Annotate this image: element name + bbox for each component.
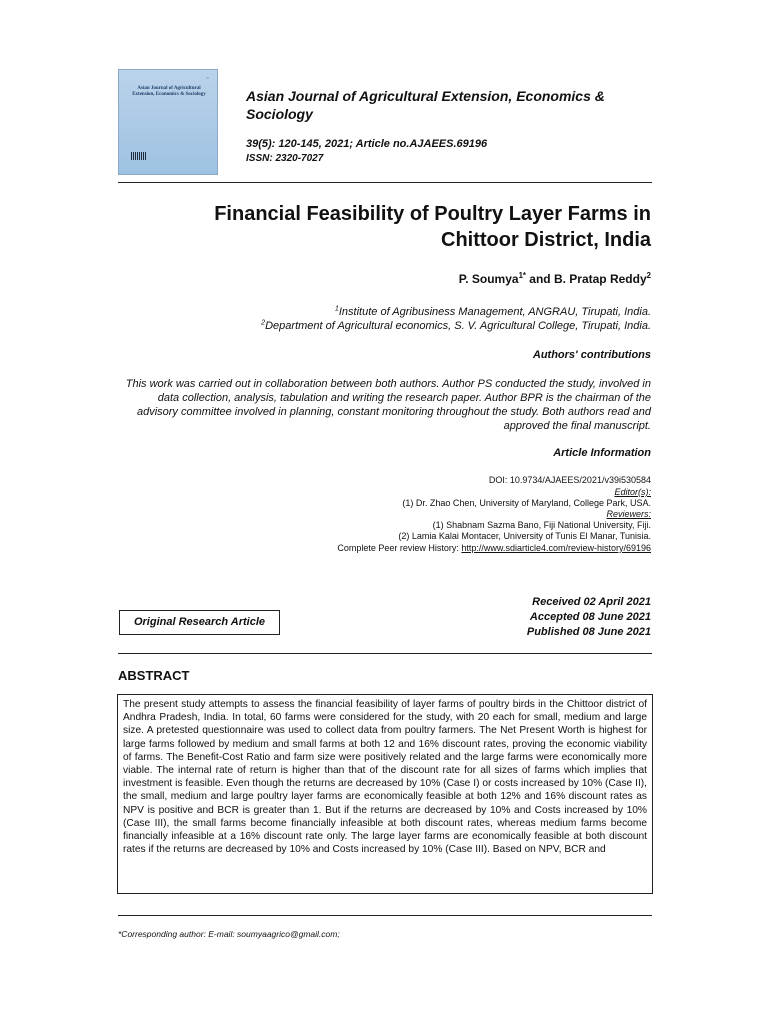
cover-barcode: [131, 152, 147, 160]
journal-volume: 39(5): 120-145, 2021; Article no.AJAEES.69196: [246, 138, 488, 150]
contributions-text: This work was carried out in collaboration between both authors. Author PS conducted the study, involved in data collection, analysis, tabulation and writing the research paper. Author BPR is the chairman of the advisory committee involved in planning, constant monitoring throughout the study. Both authors read and approved the final manuscript.: [125, 378, 651, 432]
article-info-heading: Article Information: [553, 447, 651, 459]
author-2-affiliation: 2: [646, 271, 651, 280]
author-1: P. Soumya: [458, 272, 519, 286]
cover-footer-mark: [149, 154, 199, 159]
reviewer-1: (1) Shabnam Sazma Bano, Fiji National University, Fiji.: [432, 520, 651, 530]
abstract-text: The present study attempts to assess the financial feasibility of layer farms of poultry birds in the Chittoor district of Andhra Pradesh, India. In total, 60 farms were considered for the study, with 20 each for small, medium and large size. A pretested questionnaire was used to collect data from poultry farmers. The Net Present Worth is highest for large farms followed by medium and small farms at both 12 and 16% discount rates, proving the economic viability of farms. The Benefit-Cost Ratio and farm size were positively related and the large farms were economically more viable. The internal rate of return is higher than that of the discount rate for all sizes of farms which implies that investment is feasible. Even though the returns are decreased by 10% (Case I) or costs increased by 10% (Case II), the small, medium and large poultry layer farms are economically feasible at both 12% and 16% discount rates as NPV is positive and BCR is greater than 1. But if the returns are decreased by 10% and Costs increased by 10% (Case III), the small farms become financially infeasible at both discount rates, whereas medium farms become financially infeasible at a 16% discount rate only. The large layer farms are economically feasible at both discount rates if the returns are decreased by 10% and Costs increased by 10% (Case III). Based on NPV, BCR and: [117, 694, 653, 894]
journal-issn: ISSN: 2320-7027: [246, 153, 324, 164]
affiliation-1: [200, 306, 651, 319]
abstract-heading: ABSTRACT: [118, 668, 190, 683]
article-title: [160, 201, 651, 253]
reviewer-2: (2) Lamia Kalai Montacer, University of Tunis El Manar, Tunisia.: [398, 531, 651, 541]
editor-1: (1) Dr. Zhao Chen, University of Maryland, College Park, USA.: [402, 498, 651, 508]
article-title-line-2: Chittoor District, India: [441, 229, 651, 251]
author-list: [300, 272, 651, 286]
editors-label: Editor(s):: [614, 487, 651, 497]
journal-name: Asian Journal of Agricultural Extension, Economics & Sociology: [246, 88, 605, 122]
affiliation-1-text: Institute of Agribusiness Management, ANGRAU, Tirupati, India.: [338, 306, 651, 318]
affiliation-2: [200, 320, 651, 333]
affiliation-1-marker: 1: [334, 304, 339, 313]
author-2: and B. Pratap Reddy: [525, 272, 647, 286]
corresponding-author-footnote: *Corresponding author: E-mail: soumyaagrico@gmail.com;: [118, 929, 340, 939]
review-history-link[interactable]: http://www.sdiarticle4.com/review-history/69196: [461, 543, 651, 553]
header-divider: [118, 182, 652, 183]
received-date: Received 02 April 2021: [532, 596, 651, 608]
published-date: Published 08 June 2021: [526, 626, 651, 638]
publication-dates: [420, 595, 651, 640]
journal-cover-image: [118, 69, 218, 175]
affiliation-2-text: Department of Agricultural economics, S. V. Agricultural College, Tirupati, India.: [265, 320, 651, 332]
cover-small-mark: ▭: [206, 76, 209, 80]
article-title-line-1: Financial Feasibility of Poultry Layer Farms in: [214, 203, 651, 225]
author-1-affiliation: 1*: [518, 271, 526, 280]
accepted-date: Accepted 08 June 2021: [529, 611, 651, 623]
affiliation-2-marker: 2: [261, 318, 266, 327]
review-history-label: Complete Peer review History:: [337, 543, 462, 553]
abstract-divider: [118, 653, 652, 654]
footnote-divider: [118, 915, 652, 916]
reviewers-label: Reviewers:: [606, 509, 651, 519]
doi: DOI: 10.9734/AJAEES/2021/v39i530584: [488, 475, 651, 485]
cover-title: Asian Journal of Agricultural Extension, Economics & Sociology: [132, 86, 206, 97]
contributions-heading: Authors' contributions: [532, 349, 651, 361]
review-history: [250, 543, 651, 554]
article-type-badge: Original Research Article: [119, 610, 280, 635]
